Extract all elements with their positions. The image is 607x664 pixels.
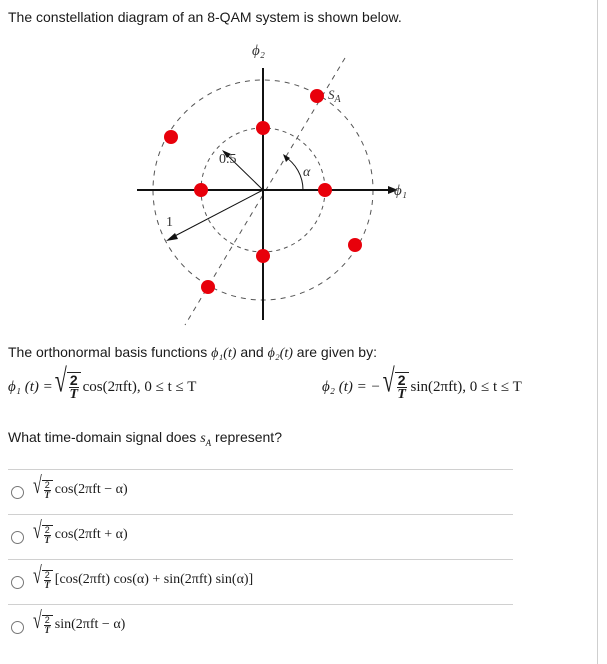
angle-label: α [303,165,311,180]
point-inner-left [194,183,208,197]
constellation-diagram [0,30,420,335]
question-intro: The constellation diagram of an 8-QAM system is shown below. [8,9,402,25]
radio-button[interactable] [11,621,24,634]
point-outer-bottom-right [348,238,362,252]
inner-radius-label: 0.5 [219,152,237,167]
radius-arrowhead-outer [166,233,178,241]
radio-button[interactable] [11,486,24,499]
point-inner-right [318,183,332,197]
answer-option-2[interactable] [8,514,513,559]
radius-arrow-outer [171,190,263,238]
point-sa [310,89,324,103]
basis-intro-line: The orthonormal basis functions ϕ₁(t) and ϕ₂(t) are given by: [8,344,377,361]
option-label: √ $\frac{2}{T}$ sin(2πft − α) [33,608,126,635]
sqrt-symbol: √ $\frac{2}{T}$ [55,372,81,402]
outer-radius-label: 1 [166,215,173,230]
point-inner-bottom [256,249,270,263]
right-border [597,0,598,664]
answer-option-3[interactable] [8,559,513,604]
phi2-formula: ϕ₂ (t) = − √ $\frac{2}{T}$ sin(2πft), 0 ≤ t ≤ T [322,361,522,402]
phi2-axis-label: ϕ₂ [252,43,265,59]
radio-button[interactable] [11,576,24,589]
option-label: √ $\frac{2}{T}$ cos(2πft + α) [33,518,128,545]
point-inner-top [256,121,270,135]
point-outer-top-left [164,130,178,144]
option-label: √ $\frac{2}{T}$ [cos(2πft) cos(α) + sin(2πft) sin(α)] [33,563,254,590]
phi1-axis-label: ϕ₁ [394,183,407,199]
option-label: √ $\frac{2}{T}$ cos(2πft − α) [33,473,128,500]
answer-option-4[interactable] [8,604,513,649]
point-sa-label: $S_A$ [328,87,341,105]
point-outer-bottom-left [201,280,215,294]
sqrt-symbol: √ $\frac{2}{T}$ [383,372,409,402]
answer-option-1[interactable] [8,469,513,514]
question-prompt: What time-domain signal does $s_A$ represent? [8,429,282,448]
radio-button[interactable] [11,531,24,544]
phi1-formula: ϕ₁ (t) = √ $\frac{2}{T}$ cos(2πft), 0 ≤ t ≤ T [8,361,197,402]
